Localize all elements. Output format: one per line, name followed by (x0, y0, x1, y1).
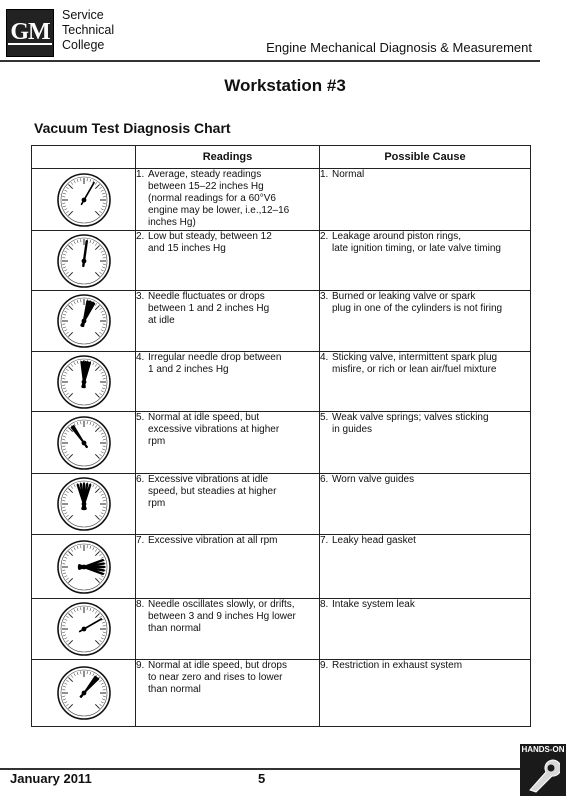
reading-cell (136, 599, 320, 660)
cause-number: 2. (320, 231, 329, 242)
reading-line (136, 169, 319, 181)
cause-text: Worn valve guides (332, 474, 415, 485)
table-row (32, 660, 531, 727)
readings-column-header: Readings (136, 146, 320, 169)
reading-cell (136, 660, 320, 727)
reading-line: to near zero and rises to lower (148, 672, 283, 683)
cause-line (320, 535, 530, 547)
reading-cell (136, 231, 320, 291)
reading-line (136, 535, 319, 547)
reading-line: than normal (148, 684, 201, 695)
reading-line (136, 660, 319, 672)
reading-number: 1. (136, 169, 145, 180)
footer-date: January 2011 (10, 771, 92, 786)
vacuum-gauge-icon (56, 539, 112, 595)
cause-number: 5. (320, 412, 329, 423)
cause-line (320, 660, 530, 672)
hands-on-badge (520, 744, 566, 796)
reading-line: at idle (148, 315, 175, 326)
cause-text: Burned or leaking valve or spark (332, 291, 476, 302)
gauge-cell (32, 231, 136, 291)
gauge-cell (32, 660, 136, 727)
cause-number: 7. (320, 535, 329, 546)
cause-line: misfire, or rich or lean air/fuel mixture (332, 364, 497, 375)
table-row (32, 599, 531, 660)
vacuum-gauge-icon (56, 415, 112, 471)
reading-number: 5. (136, 412, 145, 423)
gauge-cell (32, 412, 136, 474)
reading-cell (136, 412, 320, 474)
reading-number: 2. (136, 231, 145, 242)
reading-cell (136, 535, 320, 599)
reading-line: 1 and 2 inches Hg (148, 364, 229, 375)
cause-cell (320, 474, 531, 535)
table-row (32, 352, 531, 412)
gauge-cell (32, 169, 136, 231)
table-row (32, 169, 531, 231)
reading-line: inches Hg) (148, 217, 196, 228)
reading-text: Needle oscillates slowly, or drifts, (148, 599, 295, 610)
reading-line: and 15 inches Hg (148, 243, 226, 254)
cause-line (320, 599, 530, 611)
cause-text: Normal (332, 169, 365, 180)
wrench-icon (526, 758, 560, 794)
reading-text: Irregular needle drop between (148, 352, 282, 363)
header-divider (0, 60, 540, 62)
reading-line: speed, but steadies at higher (148, 486, 277, 497)
school-line: Technical (62, 23, 115, 37)
reading-line: than normal (148, 623, 201, 634)
reading-text: Low but steady, between 12 (148, 231, 272, 242)
table-row (32, 231, 531, 291)
vacuum-gauge-icon (56, 665, 112, 721)
reading-line (136, 412, 319, 424)
gauge-cell (32, 352, 136, 412)
reading-line: engine may be lower, i.e.,12–16 (148, 205, 290, 216)
reading-line (136, 291, 319, 303)
table-header-row (32, 146, 531, 169)
cause-line (320, 412, 530, 424)
reading-cell (136, 352, 320, 412)
cause-text: Leakage around piston rings, (332, 231, 461, 242)
badge-label: HANDS-ON (521, 745, 565, 754)
cause-cell (320, 660, 531, 727)
cause-line (320, 231, 530, 243)
school-line: College (62, 38, 105, 52)
cause-number: 8. (320, 599, 329, 610)
cause-cell (320, 412, 531, 474)
cause-line (320, 352, 530, 364)
reading-cell (136, 169, 320, 231)
cause-cell (320, 535, 531, 599)
vacuum-gauge-icon (56, 172, 112, 228)
reading-line: between 3 and 9 inches Hg lower (148, 611, 296, 622)
reading-text: Needle fluctuates or drops (148, 291, 265, 302)
reading-cell (136, 291, 320, 352)
gauge-cell (32, 291, 136, 352)
reading-line: rpm (148, 436, 166, 447)
reading-number: 8. (136, 599, 145, 610)
cause-cell (320, 291, 531, 352)
school-name (62, 8, 114, 53)
cause-line (320, 291, 530, 303)
cause-text: Restriction in exhaust system (332, 660, 463, 671)
cause-text: Leaky head gasket (332, 535, 416, 546)
vacuum-gauge-icon (56, 601, 112, 657)
reading-text: Normal at idle speed, but drops (148, 660, 287, 671)
cause-number: 4. (320, 352, 329, 363)
reading-cell (136, 474, 320, 535)
reading-line: between 1 and 2 inches Hg (148, 303, 270, 314)
cause-number: 6. (320, 474, 329, 485)
vacuum-gauge-icon (56, 476, 112, 532)
cause-column-header: Possible Cause (320, 146, 531, 169)
reading-line (136, 231, 319, 243)
gauge-cell (32, 535, 136, 599)
gm-logo: GM (6, 9, 54, 57)
gauge-cell (32, 474, 136, 535)
table-row (32, 474, 531, 535)
cause-number: 3. (320, 291, 329, 302)
page-number: 5 (258, 771, 266, 786)
vacuum-gauge-icon (56, 293, 112, 349)
cause-line: late ignition timing, or late valve timing (332, 243, 501, 254)
reading-line: (normal readings for a 60°V6 (148, 193, 276, 204)
gauge-column-header (32, 146, 136, 169)
cause-cell (320, 169, 531, 231)
reading-line (136, 599, 319, 611)
reading-text: Average, steady readings (148, 169, 262, 180)
reading-line: excessive vibrations at higher (148, 424, 280, 435)
reading-number: 3. (136, 291, 145, 302)
cause-cell (320, 599, 531, 660)
reading-line: rpm (148, 498, 166, 509)
cause-cell (320, 231, 531, 291)
school-line: Service (62, 8, 104, 22)
vacuum-diagnosis-table (31, 145, 531, 727)
footer-divider (0, 768, 520, 770)
vacuum-gauge-icon (56, 233, 112, 289)
table-row (32, 412, 531, 474)
cause-line: plug in one of the cylinders is not firing (332, 303, 503, 314)
gauge-cell (32, 599, 136, 660)
reading-number: 6. (136, 474, 145, 485)
reading-text: Excessive vibration at all rpm (148, 535, 278, 546)
cause-line (320, 169, 530, 181)
cause-text: Weak valve springs; valves sticking (332, 412, 489, 423)
cause-text: Intake system leak (332, 599, 415, 610)
reading-line: between 15–22 inches Hg (148, 181, 264, 192)
reading-number: 4. (136, 352, 145, 363)
reading-line (136, 474, 319, 486)
cause-line (320, 474, 530, 486)
chart-title: Vacuum Test Diagnosis Chart (34, 120, 231, 136)
cause-line: in guides (332, 424, 373, 435)
reading-number: 9. (136, 660, 145, 671)
vacuum-gauge-icon (56, 354, 112, 410)
reading-number: 7. (136, 535, 145, 546)
workstation-title: Workstation #3 (224, 76, 346, 95)
document-title: Engine Mechanical Diagnosis & Measurement (266, 40, 532, 55)
reading-text: Excessive vibrations at idle (148, 474, 269, 485)
cause-number: 1. (320, 169, 329, 180)
reading-line (136, 352, 319, 364)
page-header (0, 0, 570, 64)
reading-text: Normal at idle speed, but (148, 412, 260, 423)
cause-number: 9. (320, 660, 329, 671)
table-row (32, 535, 531, 599)
cause-cell (320, 352, 531, 412)
table-row (32, 291, 531, 352)
cause-text: Sticking valve, intermittent spark plug (332, 352, 498, 363)
